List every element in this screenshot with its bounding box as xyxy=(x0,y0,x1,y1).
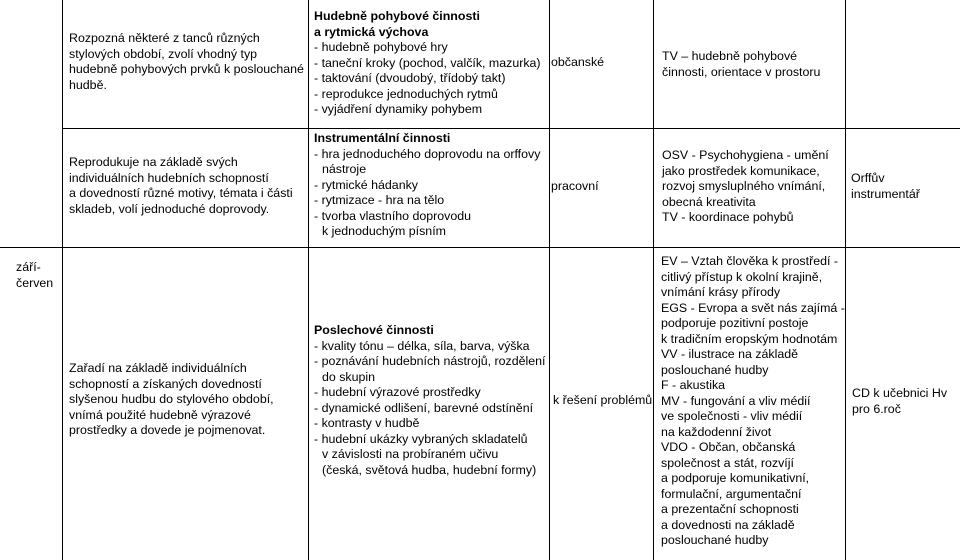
row3-notes xyxy=(852,386,947,417)
row1-content-items xyxy=(314,40,541,118)
text-line: CD k učebnici Hv xyxy=(852,386,948,400)
text-line: a prezentační schopnosti xyxy=(661,502,799,516)
text-line: stylových období, zvolí vhodný typ xyxy=(69,46,258,61)
text-line: - hudební výrazové prostředky xyxy=(314,385,481,399)
text-line: EGS - Evropa a svět nás zajímá - xyxy=(661,300,845,315)
text-line: rozvoj smysluplného vnímání, xyxy=(662,179,826,193)
text-line: slyšenou hudbu do stylového období, xyxy=(69,392,274,406)
row2-content-items xyxy=(314,147,540,240)
row1-content xyxy=(314,9,541,118)
row3-method: k řešení problémů xyxy=(553,393,653,407)
text-line: prostředky a dovede je pojmenovat. xyxy=(69,423,266,437)
text-line: a podporuje komunikativní, xyxy=(661,471,810,485)
text-line: nástroje xyxy=(322,162,367,176)
text-line: - vyjádření dynamiky pohybem xyxy=(314,102,483,116)
row2-method: pracovní xyxy=(551,179,599,193)
text-line: skladeb, volí jednoduché doprovody. xyxy=(69,201,270,216)
row-border-1 xyxy=(62,128,960,129)
row3-content xyxy=(314,323,545,478)
text-line: - rytmizace - hra na tělo xyxy=(314,193,445,207)
text-line: obecná kreativita xyxy=(662,194,756,209)
text-line: VV - ilustrace na základě xyxy=(661,347,799,361)
text-line: Reprodukuje na základě svých xyxy=(69,155,238,169)
col-border-3 xyxy=(549,0,550,560)
text-line: - dynamické odlišení, barevné odstínění xyxy=(314,400,534,415)
text-line: a rytmická výchova xyxy=(314,24,429,39)
text-line: - tvorba vlastního doprovodu xyxy=(314,208,472,223)
text-line: pro 6.roč xyxy=(852,401,901,416)
text-line: TV – hudebně pohybové xyxy=(662,49,798,63)
text-line: ve společnosti - vliv médií xyxy=(661,409,803,423)
text-line: k tradičním eropským hodnotám xyxy=(661,331,838,346)
text-line: na každodenní život xyxy=(661,424,772,439)
text-line: schopností a získaných dovedností xyxy=(69,376,262,391)
text-line: poslouchané hudby xyxy=(661,362,769,377)
text-line: v závislosti na probíraném učivu xyxy=(322,447,499,461)
row1-method: občanské xyxy=(551,55,605,69)
text-line: září- xyxy=(16,260,41,274)
text-line: individuálních hudebních schopností xyxy=(69,170,269,185)
col-border-4 xyxy=(653,0,654,560)
text-line: MV - fungování a vliv médií xyxy=(661,393,811,408)
text-line: formulační, argumentační xyxy=(661,486,802,501)
text-line: červen xyxy=(16,275,54,290)
text-line: citlivý přístup k okolní krajině, xyxy=(661,269,823,284)
text-line: OSV - Psychohygiena - umění xyxy=(662,148,829,162)
text-line: vnímá použité hudebně výrazové xyxy=(69,407,251,422)
text-line: Rozpozná některé z tanců různých xyxy=(69,31,260,45)
text-line: - kvality tónu – délka, síla, barva, výška xyxy=(314,338,530,353)
text-line: poslouchané hudby xyxy=(661,533,769,547)
text-line: Poslechové činnosti xyxy=(314,323,434,337)
text-line: a dovednosti na základě xyxy=(661,517,795,532)
row2-competence xyxy=(69,155,293,217)
text-line: F - akustika xyxy=(661,378,726,392)
text-line: společnost a stát, rozvíjí xyxy=(661,455,794,470)
row2-content xyxy=(314,131,540,240)
text-line: - kontrasty v hudbě xyxy=(314,416,420,430)
text-line: k jednoduchým písním xyxy=(322,224,446,238)
text-line: - taneční kroky (pochod, valčík, mazurka) xyxy=(314,55,541,70)
row1-crosscut xyxy=(662,49,820,80)
text-line: jako prostředek komunikace, xyxy=(662,163,820,178)
text-line: Instrumentální činnosti xyxy=(314,131,451,145)
text-line: - hudební ukázky vybraných skladatelů xyxy=(314,431,528,446)
text-line: - rytmické hádanky xyxy=(314,177,418,192)
row3-content-title xyxy=(314,323,545,339)
text-line: - taktování (dvoudobý, třídobý takt) xyxy=(314,71,506,85)
text-line: do skupin xyxy=(322,369,376,384)
text-line: TV - koordinace pohybů xyxy=(662,210,794,224)
row3-content-items xyxy=(314,339,545,479)
text-line: instrumentář xyxy=(851,186,920,201)
text-line: podporuje pozitivní postoje xyxy=(661,316,809,330)
text-line: vnímání krásy přírody xyxy=(661,285,781,299)
col-border-5 xyxy=(845,0,846,560)
row2-content-title xyxy=(314,131,540,147)
text-line: hudebně pohybových prvků k poslouchané xyxy=(69,62,304,76)
text-line: VDO - Občan, občanská xyxy=(661,440,796,454)
row3-crosscut xyxy=(661,254,845,549)
text-line: - poznávání hudebních nástrojů, rozdělení xyxy=(314,354,546,368)
row1-content-title xyxy=(314,9,541,40)
text-line: hudbě. xyxy=(69,77,107,92)
row3-competence xyxy=(69,361,274,439)
row2-notes xyxy=(851,171,920,202)
text-line: činnosti, orientace v prostoru xyxy=(662,64,821,79)
text-line: - hra jednoduchého doprovodu na orffovy xyxy=(314,146,541,161)
text-line: - reprodukce jednoduchých rytmů xyxy=(314,86,498,101)
col-border-1 xyxy=(62,0,63,560)
text-line: EV – Vztah člověka k prostředí - xyxy=(661,254,838,268)
text-line: Orffův xyxy=(851,171,885,185)
row2-crosscut xyxy=(662,148,829,226)
row3-period xyxy=(16,260,53,291)
col-border-2 xyxy=(308,0,309,560)
text-line: Zařadí na základě individuálních xyxy=(69,361,247,375)
row-border-2 xyxy=(0,247,960,248)
text-line: a dovedností různé motivy, témata i části xyxy=(69,186,293,200)
text-line: - hudebně pohybové hry xyxy=(314,40,448,54)
row1-competence xyxy=(69,31,304,93)
text-line: Hudebně pohybové činnosti xyxy=(314,9,480,23)
text-line: (česká, světová hudba, hudební formy) xyxy=(322,462,537,477)
